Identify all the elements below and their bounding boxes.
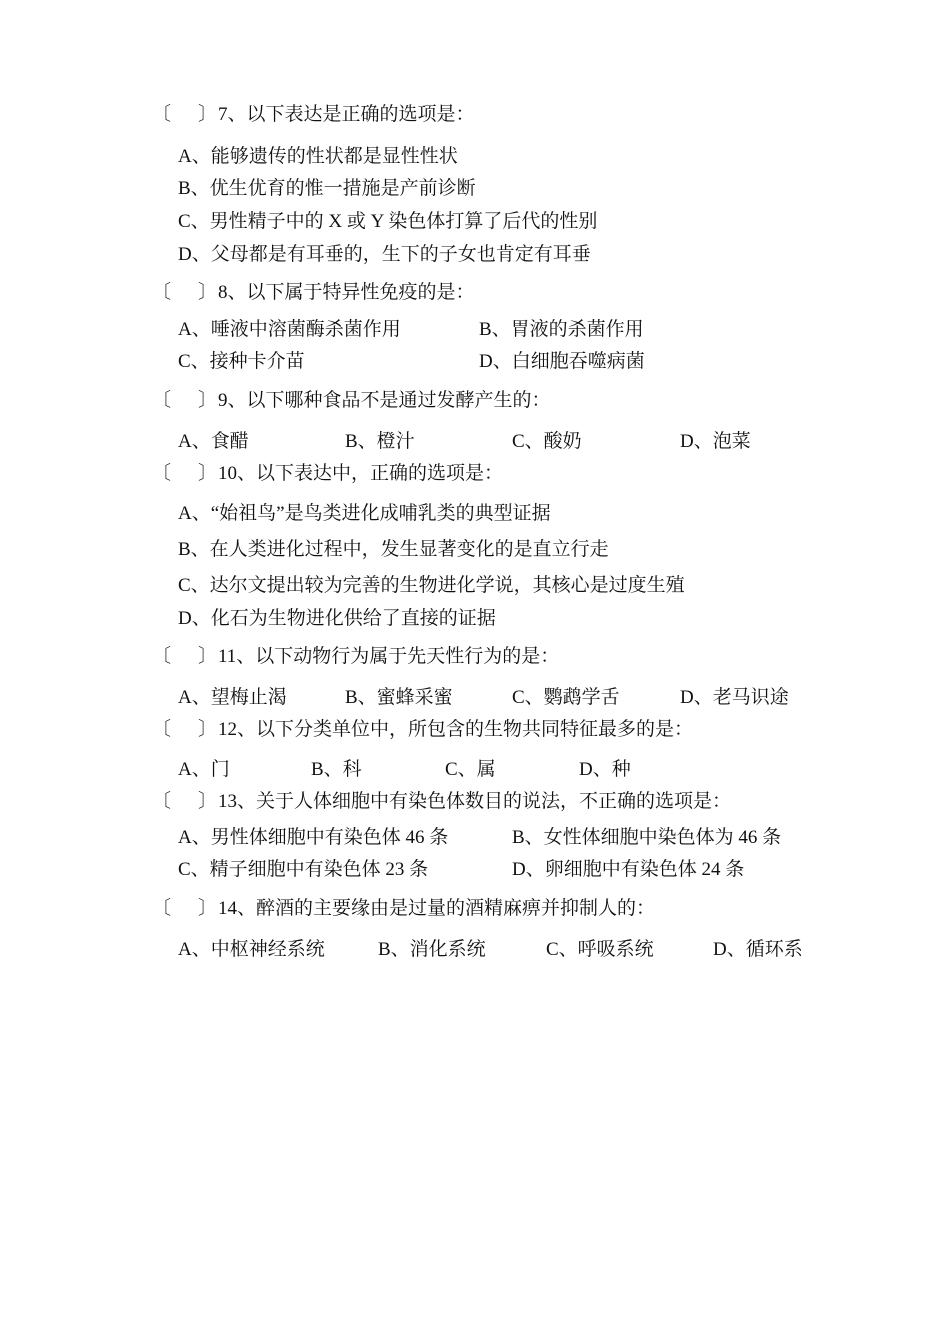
option-a: A、男性体细胞中有染色体 46 条 xyxy=(178,827,449,848)
option-c: C、鹦鹉学舌 xyxy=(512,687,620,708)
option-a: A、能够遗传的性状都是显性性状 xyxy=(178,146,458,167)
option-b: B、胃液的杀菌作用 xyxy=(479,319,644,340)
option-d: D、循环系 xyxy=(713,939,803,960)
option-a: A、中枢神经系统 xyxy=(178,939,325,960)
option-c: C、达尔文提出较为完善的生物进化学说，其核心是过度生殖 xyxy=(178,575,685,596)
answer-bracket-open: 〔 xyxy=(152,463,172,484)
option-c: C、酸奶 xyxy=(512,431,582,452)
option-d: D、父母都是有耳垂的，生下的子女也肯定有耳垂 xyxy=(178,244,591,265)
question-stem: 9、以下哪种食品不是通过发酵产生的： xyxy=(218,390,551,411)
option-b: B、科 xyxy=(311,759,362,780)
option-a: A、“始祖鸟”是鸟类进化成哺乳类的典型证据 xyxy=(178,503,551,524)
option-a: A、门 xyxy=(178,759,230,780)
option-a: A、望梅止渴 xyxy=(178,687,287,708)
answer-bracket-open: 〔 xyxy=(152,646,172,667)
answer-bracket-close: 〕 xyxy=(198,104,218,125)
option-b: B、优生优育的惟一措施是产前诊断 xyxy=(178,178,476,199)
question-stem: 14、醉酒的主要缘由是过量的酒精麻痹并抑制人的： xyxy=(218,898,656,919)
answer-bracket-close: 〕 xyxy=(198,898,218,919)
option-b: B、蜜蜂采蜜 xyxy=(345,687,453,708)
option-c: C、精子细胞中有染色体 23 条 xyxy=(178,859,429,880)
question-stem: 13、关于人体细胞中有染色体数目的说法，不正确的选项是： xyxy=(218,791,732,812)
option-d: D、白细胞吞噬病菌 xyxy=(479,351,645,372)
answer-bracket-close: 〕 xyxy=(198,791,218,812)
option-c: C、属 xyxy=(445,759,496,780)
option-d: D、卵细胞中有染色体 24 条 xyxy=(512,859,745,880)
answer-bracket-close: 〕 xyxy=(198,719,218,740)
question-stem: 7、以下表达是正确的选项是： xyxy=(218,104,475,125)
option-d: D、化石为生物进化供给了直接的证据 xyxy=(178,608,496,629)
option-b: B、橙汁 xyxy=(345,431,415,452)
answer-bracket-open: 〔 xyxy=(152,791,172,812)
option-c: C、男性精子中的 X 或 Y 染色体打算了后代的性别 xyxy=(178,211,598,232)
option-a: A、食醋 xyxy=(178,431,249,452)
option-c: C、呼吸系统 xyxy=(546,939,654,960)
answer-bracket-close: 〕 xyxy=(198,390,218,411)
option-b: B、女性体细胞中染色体为 46 条 xyxy=(512,827,782,848)
option-d: D、种 xyxy=(579,759,631,780)
answer-bracket-open: 〔 xyxy=(152,282,172,303)
answer-bracket-open: 〔 xyxy=(152,104,172,125)
question-stem: 11、以下动物行为属于先天性行为的是： xyxy=(218,646,560,667)
question-stem: 10、以下表达中，正确的选项是： xyxy=(218,463,504,484)
answer-bracket-open: 〔 xyxy=(152,719,172,740)
option-d: D、老马识途 xyxy=(680,687,789,708)
answer-bracket-open: 〔 xyxy=(152,898,172,919)
question-stem: 8、以下属于特异性免疫的是： xyxy=(218,282,475,303)
option-d: D、泡菜 xyxy=(680,431,751,452)
answer-bracket-close: 〕 xyxy=(198,463,218,484)
option-b: B、消化系统 xyxy=(378,939,486,960)
option-c: C、接种卡介苗 xyxy=(178,351,305,372)
answer-bracket-close: 〕 xyxy=(198,282,218,303)
answer-bracket-open: 〔 xyxy=(152,390,172,411)
option-b: B、在人类进化过程中，发生显著变化的是直立行走 xyxy=(178,539,609,560)
option-a: A、唾液中溶菌酶杀菌作用 xyxy=(178,319,401,340)
answer-bracket-close: 〕 xyxy=(198,646,218,667)
question-stem: 12、以下分类单位中，所包含的生物共同特征最多的是： xyxy=(218,719,694,740)
